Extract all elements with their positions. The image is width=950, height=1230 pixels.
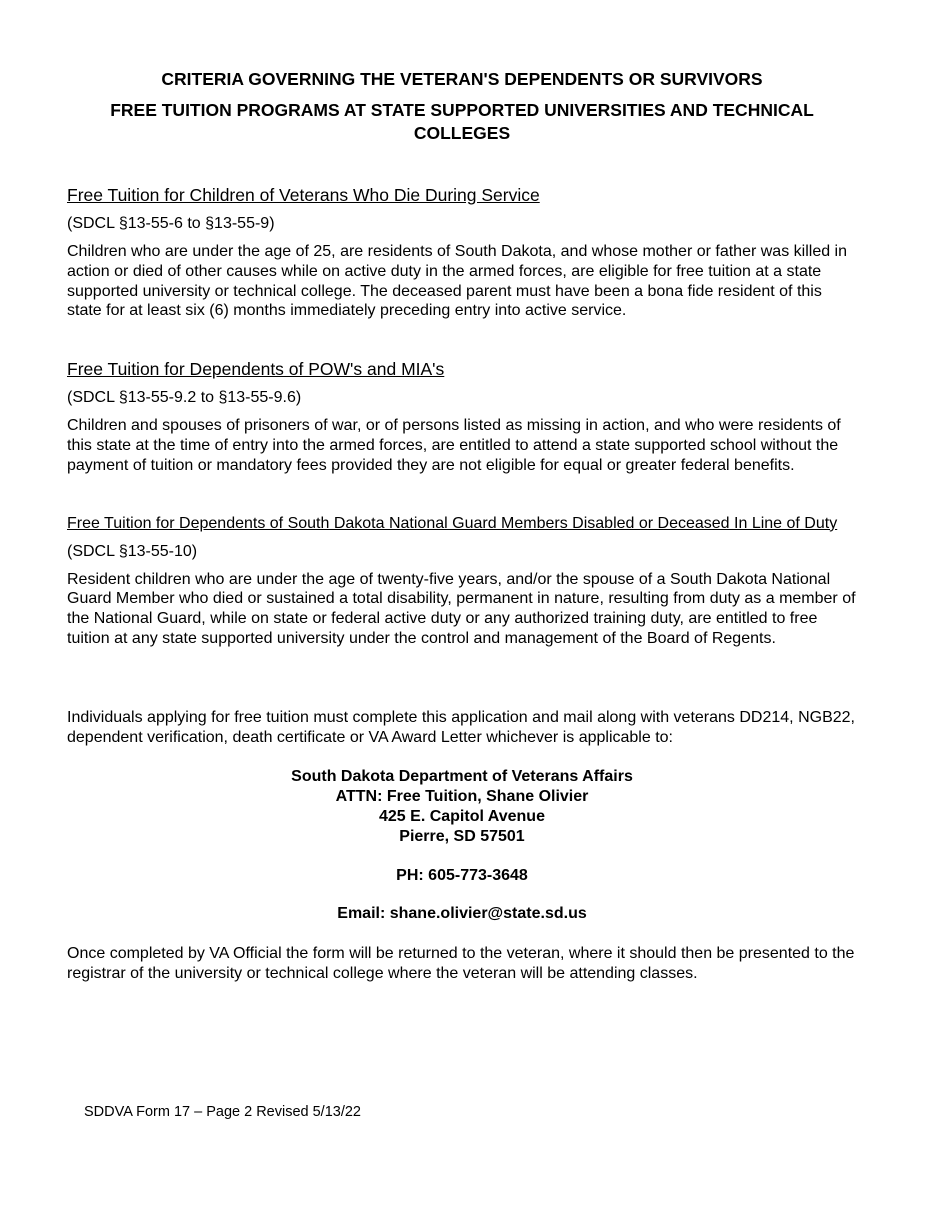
phone-number: PH: 605-773-3648 [396, 866, 528, 884]
section-children-of-veterans [67, 185, 857, 321]
mailing-instructions: Individuals applying for free tuition must complete this application and mail along with veterans DD214, NGB22, dependent verification, death certificate or VA Award Letter whichever is applicable to: [67, 708, 855, 746]
address-line3: 425 E. Capitol Avenue [379, 807, 545, 825]
form-footer: SDDVA Form 17 – Page 2 Revised 5/13/22 [84, 1104, 361, 1120]
document-title-line2: FREE TUITION PROGRAMS AT STATE SUPPORTED UNIVERSITIES AND TECHNICAL COLLEGES [110, 100, 814, 143]
statute-citation: (SDCL §13-55-10) [67, 542, 198, 560]
section-heading: Free Tuition for Dependents of South Dakota National Guard Members Disabled or Deceased In Line of Duty [67, 514, 838, 532]
address-line1: South Dakota Department of Veterans Affairs [291, 768, 633, 786]
closing-paragraph: Once completed by VA Official the form will be returned to the veteran, where it should then be presented to the registrar of the university or technical college where the veteran will be attending classes. [67, 945, 855, 982]
document-page [67, 68, 857, 984]
section-heading: Free Tuition for Children of Veterans Who Die During Service [67, 185, 540, 205]
section-national-guard [67, 514, 857, 649]
section-heading: Free Tuition for Dependents of POW's and MIA's [67, 359, 445, 380]
section-body: Children and spouses of prisoners of war, or of persons listed as missing in action, and who were residents of this state at the time of entry into the armed forces, are entitled to attend a state supported school without the payment of tuition or mandatory fees provided they are not eligible for equal or greater federal benefits. [67, 417, 841, 474]
mailing-address [67, 767, 857, 924]
address-line4: Pierre, SD 57501 [399, 827, 525, 845]
document-title-line1: CRITERIA GOVERNING THE VETERAN'S DEPENDENTS OR SURVIVORS [161, 69, 763, 89]
statute-citation: (SDCL §13-55-9.2 to §13-55-9.6) [67, 389, 302, 407]
section-body: Children who are under the age of 25, are residents of South Dakota, and whose mother or father was killed in action or died of other causes while on active duty in the armed forces, are eligible for free tuition at a state supported university or technical college. The deceased parent must have been a bona fide resident of this state for at least six (6) months immediately preceding entry into active service. [67, 243, 848, 320]
statute-citation: (SDCL §13-55-6 to §13-55-9) [67, 215, 275, 232]
section-body: Resident children who are under the age of twenty-five years, and/or the spouse of a South Dakota National Guard Member who died or sustained a total disability, permanent in nature, resulting from duty as a member of the National Guard, while on state or federal active duty or any authorized training duty, are entitled to free tuition at any state supported university under the control and management of the Board of Regents. [67, 570, 856, 647]
address-line2: ATTN: Free Tuition, Shane Olivier [335, 788, 589, 806]
section-pow-mia [67, 359, 857, 475]
email-address: Email: shane.olivier@state.sd.us [337, 905, 587, 923]
